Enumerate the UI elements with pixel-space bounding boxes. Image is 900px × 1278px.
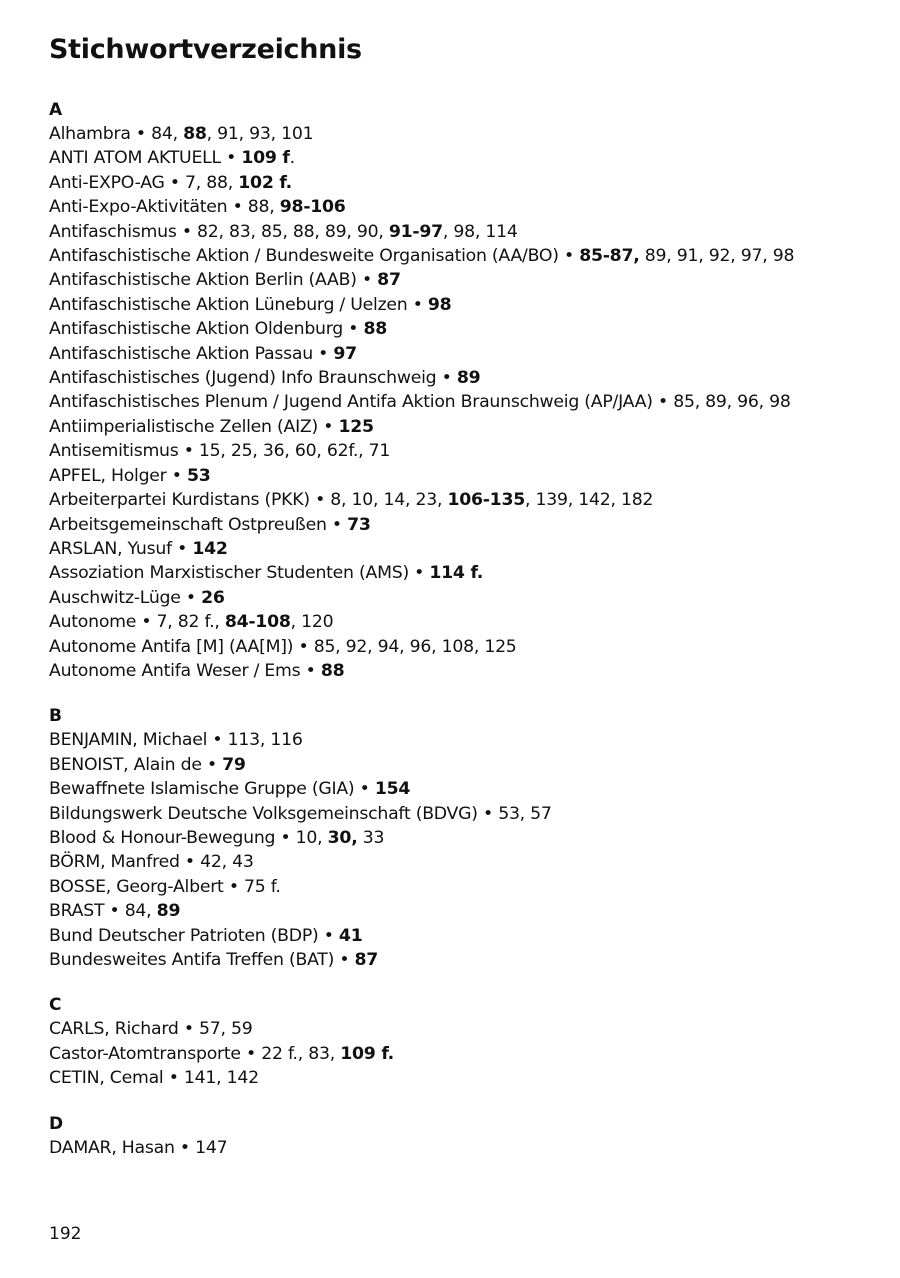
entry-text: Antifaschistische Aktion Oldenburg • [49,319,364,340]
entry-text: Autonome Antifa Weser / Ems • [49,660,321,681]
entry-text: Antisemitismus • 15, 25, 36, 60, 62f., 71 [49,441,391,462]
index-entry [49,122,869,146]
index-entry [49,561,869,585]
entry-text: . [289,148,295,169]
entry-text: Antifaschistisches Plenum / Jugend Antifa Aktion Braunschweig (AP/JAA) • 85, 89, 96, 98 [49,392,791,413]
entry-text: Auschwitz-Lüge • [49,587,202,608]
index-entry [49,1066,869,1090]
entry-text: 33 [357,827,385,848]
entry-page-ref-bold: 85-87, [579,246,640,267]
section-letter: A [49,100,63,120]
entry-page-ref-bold: 106-135 [447,490,526,511]
entry-text: Arbeitsgemeinschaft Ostpreußen • [49,514,348,535]
entry-text: Bund Deutscher Patrioten (BDP) • [49,925,339,946]
entry-page-ref-bold: 154 [374,779,411,800]
entry-text: Autonome Antifa [M] (AA[M]) • 85, 92, 94, 96, 108, 125 [49,636,517,657]
index-entry [49,802,869,826]
index-entry [49,1042,869,1066]
entry-page-ref-bold: 98-106 [279,197,346,218]
index-entry [49,415,869,439]
entry-text: Antiimperialistische Zellen (AIZ) • [49,416,339,437]
index-entry [49,513,869,537]
entry-text: BOSSE, Georg-Albert • 75 f. [49,876,281,897]
section-letter: B [49,706,62,727]
index-entry [49,366,869,390]
entry-text: Arbeiterpartei Kurdistans (PKK) • 8, 10, 14, 23, [49,490,448,511]
entry-text: Assoziation Marxistischer Studenten (AMS) • [49,563,430,584]
entry-page-ref-bold: 84-108 [224,612,291,633]
entry-text: , 139, 142, 182 [525,490,654,511]
entry-page-ref-bold: 89 [456,368,481,389]
index-entry [49,728,869,752]
entry-page-ref-bold: 91-97 [388,221,443,242]
index-section-d [49,1112,869,1160]
entry-page-ref-bold: 98 [427,294,452,315]
index-entry [49,464,869,488]
entry-text: ANTI ATOM AKTUELL • [49,148,242,169]
entry-page-ref-bold: 97 [333,343,357,364]
index-entry [49,244,869,268]
index-sections [49,98,869,1160]
entry-page-ref-bold: 73 [347,514,371,535]
index-entry [49,220,869,244]
index-entry [49,850,869,874]
entry-text: 89, 91, 92, 97, 98 [639,246,795,267]
index-entry [49,635,869,659]
entry-text: Autonome • 7, 82 f., [49,612,225,633]
entry-page-ref-bold: 89 [156,901,181,922]
index-entry [49,195,869,219]
entry-page-ref-bold: 88 [363,319,388,340]
entry-text: Antifaschismus • 82, 83, 85, 88, 89, 90, [49,221,389,242]
index-entry [49,171,869,195]
index-entry [49,948,869,972]
entry-text: Bewaffnete Islamische Gruppe (GIA) • [49,779,375,800]
entry-text: , 120 [290,612,334,633]
section-letter: C [49,995,62,1016]
entry-text: CETIN, Cemal • 141, 142 [49,1068,259,1089]
entry-page-ref-bold: 102 f. [238,172,292,193]
entry-text: CARLS, Richard • 57, 59 [49,1019,253,1040]
entry-page-ref-bold: 88 [183,124,207,144]
entry-page-ref-bold: 114 f. [429,563,484,584]
entry-page-ref-bold: 142 [192,538,228,559]
index-entry [49,317,869,341]
page-number: 192 [49,1224,82,1244]
section-letter: D [49,1113,64,1134]
index-entry [49,899,869,923]
index-entry [49,924,869,948]
index-entry [49,610,869,634]
entry-text: Antifaschistisches (Jugend) Info Braunschweig • [49,368,457,389]
index-entry [49,293,869,317]
index-entry [49,537,869,561]
entry-page-ref-bold: 41 [338,925,363,946]
entry-text: , 98, 114 [442,221,518,242]
entry-page-ref-bold: 30, [327,827,358,848]
entry-text: Antifaschistische Aktion Berlin (AAB) • [49,270,378,291]
entry-page-ref-bold: 26 [201,587,225,608]
index-entry [49,826,869,850]
entry-page-ref-bold: 87 [377,270,401,291]
entry-text: Antifaschistische Aktion Passau • [49,343,334,364]
index-entry [49,1017,869,1041]
index-section-a [49,98,869,683]
entry-text: ARSLAN, Yusuf • [49,538,193,559]
entry-text: BRAST • 84, [49,901,157,922]
index-entry [49,439,869,463]
entry-page-ref-bold: 88 [320,660,345,681]
index-section-c [49,993,869,1090]
entry-text: BENJAMIN, Michael • 113, 116 [49,730,303,751]
entry-text: , 91, 93, 101 [206,124,314,144]
index-entry [49,268,869,292]
entry-text: Anti-EXPO-AG • 7, 88, [49,172,239,193]
entry-page-ref-bold: 109 f [241,148,290,169]
index-entry [49,777,869,801]
entry-page-ref-bold: 125 [338,416,374,437]
index-entry [49,753,869,777]
entry-text: Blood & Honour-Bewegung • 10, [49,827,328,848]
entry-page-ref-bold: 53 [186,465,211,486]
entry-text: Castor-Atomtransporte • 22 f., 83, [49,1043,341,1064]
entry-text: Antifaschistische Aktion Lüneburg / Uelzen • [49,294,428,315]
index-entry [49,659,869,683]
entry-text: Bundesweites Antifa Treffen (BAT) • [49,950,355,970]
index-entry [49,1136,869,1160]
index-entry [49,390,869,414]
index-page [49,30,869,1181]
entry-text: DAMAR, Hasan • 147 [49,1137,228,1158]
entry-text: APFEL, Holger • [49,465,187,486]
entry-text: Antifaschistische Aktion / Bundesweite Organisation (AA/BO) • [49,246,580,267]
entry-text: Anti-Expo-Aktivitäten • 88, [49,197,280,218]
entry-text: BENOIST, Alain de • [49,754,223,775]
index-entry [49,875,869,899]
entry-page-ref-bold: 109 f. [340,1043,394,1064]
page-title: Stichwortverzeichnis [49,34,362,65]
entry-text: Alhambra • 84, [49,124,184,144]
entry-page-ref-bold: 79 [222,754,246,775]
index-section-b [49,704,869,972]
index-entry [49,488,869,512]
entry-text: Bildungswerk Deutsche Volksgemeinschaft (BDVG) • 53, 57 [49,803,552,824]
index-entry [49,586,869,610]
index-entry [49,146,869,170]
entry-text: BÖRM, Manfred • 42, 43 [49,852,254,873]
entry-page-ref-bold: 87 [354,950,379,970]
index-entry [49,342,869,366]
